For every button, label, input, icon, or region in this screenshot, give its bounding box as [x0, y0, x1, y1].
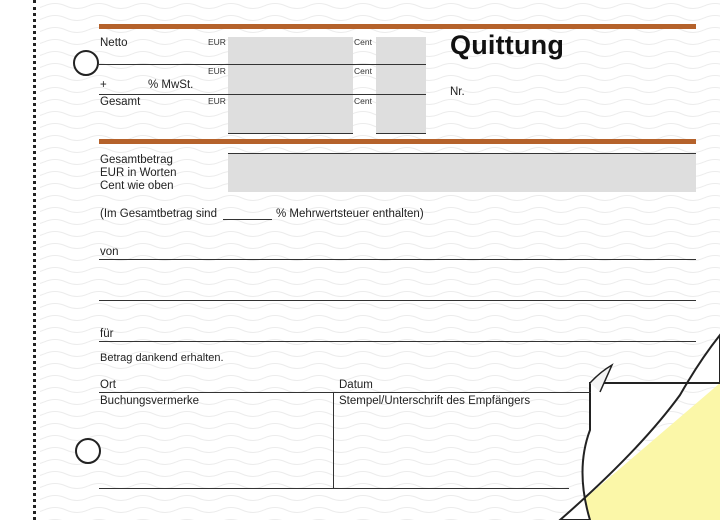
stempel-label: Stempel/Unterschrift des Empfängers — [339, 395, 531, 407]
bottom-divider — [333, 392, 334, 488]
receipt-title: Quittung — [450, 30, 565, 60]
mwst-percent-blank[interactable] — [223, 219, 272, 220]
gesamtbetrag-line-2: EUR in Worten — [100, 167, 177, 179]
gesamt-label: Gesamt — [100, 96, 141, 108]
cent-amount-field[interactable] — [376, 37, 426, 133]
netto-label: Netto — [100, 37, 128, 49]
von-line[interactable] — [99, 259, 696, 260]
eur-total-underline — [228, 133, 353, 134]
punch-hole-top — [73, 50, 99, 76]
amount-in-words-field[interactable] — [228, 154, 696, 192]
ort-datum-line[interactable] — [99, 392, 591, 393]
eur-amount-field[interactable] — [228, 37, 353, 133]
cent-total-underline — [376, 133, 426, 134]
mwst-note-prefix: (Im Gesamtbetrag sind — [100, 208, 217, 220]
gesamtbetrag-label — [100, 154, 176, 193]
cent-label-gesamt: Cent — [354, 96, 372, 106]
netto-line — [99, 64, 426, 65]
nr-label: Nr. — [450, 86, 465, 98]
ort-label: Ort — [100, 379, 116, 391]
fuer-line[interactable] — [99, 341, 696, 342]
datum-label: Datum — [339, 379, 373, 391]
top-accent-bar — [99, 24, 696, 29]
gesamtbetrag-line-1: Gesamtbetrag — [100, 154, 173, 166]
eur-label-gesamt: EUR — [208, 96, 226, 106]
eur-label-netto: EUR — [208, 37, 226, 47]
eur-label-mwst: EUR — [208, 66, 226, 76]
perforation-line — [33, 0, 36, 520]
gesamtbetrag-line-3: Cent wie oben — [100, 180, 174, 192]
middle-accent-bar — [99, 139, 696, 144]
fuer-label: für — [100, 328, 114, 340]
punch-hole-bottom — [75, 438, 101, 464]
dankend-label: Betrag dankend erhalten. — [100, 352, 224, 364]
mwst-note-suffix: % Mehrwertsteuer enthalten) — [276, 208, 424, 220]
mwst-line — [99, 94, 426, 95]
buchungsvermerke-label: Buchungsvermerke — [100, 395, 200, 407]
plus-label: + — [100, 79, 107, 91]
von-second-line[interactable] — [99, 300, 696, 301]
cent-label-netto: Cent — [354, 37, 372, 47]
amount-in-words-top-line — [228, 153, 696, 154]
von-label: von — [100, 246, 119, 258]
bottom-line — [99, 488, 569, 489]
mwst-label: % MwSt. — [148, 79, 194, 91]
cent-label-mwst: Cent — [354, 66, 372, 76]
